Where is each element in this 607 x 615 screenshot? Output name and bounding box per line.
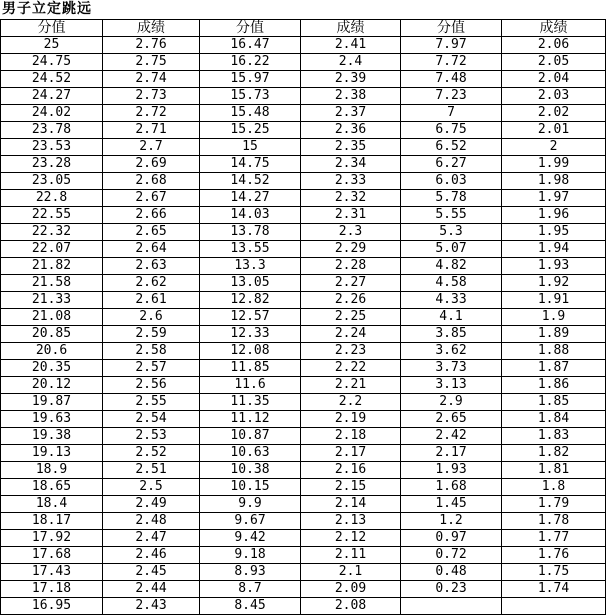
table-cell: 2.3 [301,224,401,241]
table-cell: 2.75 [103,54,200,71]
table-cell: 1.87 [502,360,606,377]
table-cell: 2.48 [103,513,200,530]
table-cell: 9.18 [200,547,301,564]
table-cell: 1.96 [502,207,606,224]
table-cell: 2.25 [301,309,401,326]
table-cell: 12.82 [200,292,301,309]
table-cell: 2.45 [103,564,200,581]
table-cell: 4.1 [401,309,502,326]
table-cell: 3.13 [401,377,502,394]
header-cell: 成绩 [502,20,606,37]
table-cell: 2.46 [103,547,200,564]
table-cell: 25 [1,37,103,54]
table-cell: 1.84 [502,411,606,428]
table-cell: 2.24 [301,326,401,343]
table-cell: 2.44 [103,581,200,598]
table-cell: 2.17 [401,445,502,462]
table-cell: 0.48 [401,564,502,581]
table-cell: 2.15 [301,479,401,496]
table-row [1,258,606,275]
table-cell: 1.98 [502,173,606,190]
table-cell: 2.06 [502,37,606,54]
table-cell: 15.25 [200,122,301,139]
table-cell: 1.95 [502,224,606,241]
table-row [1,241,606,258]
table-cell [502,598,606,615]
header-cell: 分值 [200,20,301,37]
table-cell: 12.57 [200,309,301,326]
table-row [1,224,606,241]
table-cell: 21.82 [1,258,103,275]
table-cell: 2.72 [103,105,200,122]
table-cell: 2.01 [502,122,606,139]
table-cell: 15.97 [200,71,301,88]
table-cell: 2.11 [301,547,401,564]
table-cell: 1.94 [502,241,606,258]
table-cell: 1.68 [401,479,502,496]
table-cell: 11.12 [200,411,301,428]
table-row [1,309,606,326]
table-cell: 1.93 [502,258,606,275]
table-cell: 22.8 [1,190,103,207]
table-cell: 1.89 [502,326,606,343]
table-cell: 22.07 [1,241,103,258]
table-row [1,343,606,360]
table-row [1,581,606,598]
table-row [1,88,606,105]
table-cell: 1.8 [502,479,606,496]
table-row [1,105,606,122]
table-cell: 2.49 [103,496,200,513]
table-cell: 2.67 [103,190,200,207]
table-cell: 16.95 [1,598,103,615]
table-cell: 2.21 [301,377,401,394]
table-cell: 7.48 [401,71,502,88]
table-cell: 1.97 [502,190,606,207]
table-row [1,547,606,564]
table-row [1,326,606,343]
table-cell: 2.33 [301,173,401,190]
table-cell: 3.85 [401,326,502,343]
table-cell: 5.07 [401,241,502,258]
table-cell: 9.42 [200,530,301,547]
table-cell: 2.34 [301,156,401,173]
table-cell: 8.45 [200,598,301,615]
table-cell: 2.7 [103,139,200,156]
table-row [1,173,606,190]
table-cell: 21.08 [1,309,103,326]
table-cell: 2.38 [301,88,401,105]
table-cell: 2.76 [103,37,200,54]
table-cell: 1.79 [502,496,606,513]
table-cell: 7 [401,105,502,122]
table-row [1,598,606,615]
table-row [1,275,606,292]
table-cell: 2.22 [301,360,401,377]
table-cell: 2.43 [103,598,200,615]
table-cell: 12.33 [200,326,301,343]
table-cell: 1.2 [401,513,502,530]
table-cell: 24.27 [1,88,103,105]
table-row [1,428,606,445]
table-cell: 1.86 [502,377,606,394]
table-cell: 2.63 [103,258,200,275]
table-row [1,139,606,156]
table-row [1,71,606,88]
table-cell: 1.88 [502,343,606,360]
table-cell: 10.38 [200,462,301,479]
table-row [1,564,606,581]
table-cell: 2.65 [401,411,502,428]
table-cell: 20.12 [1,377,103,394]
table-row [1,445,606,462]
table-cell: 8.93 [200,564,301,581]
table-cell: 14.52 [200,173,301,190]
table-row [1,37,606,54]
table-cell: 3.73 [401,360,502,377]
table-cell: 2.03 [502,88,606,105]
table-cell: 24.52 [1,71,103,88]
table-cell: 2.58 [103,343,200,360]
table-cell: 2.42 [401,428,502,445]
table-row [1,54,606,71]
table-cell: 2.09 [301,581,401,598]
table-cell: 2.02 [502,105,606,122]
table-cell: 2.74 [103,71,200,88]
table-row [1,496,606,513]
table-cell: 1.45 [401,496,502,513]
table-cell: 13.05 [200,275,301,292]
table-cell: 1.77 [502,530,606,547]
table-cell: 2.19 [301,411,401,428]
table-cell: 14.27 [200,190,301,207]
table-cell: 2 [502,139,606,156]
table-cell: 2.62 [103,275,200,292]
table-cell: 19.87 [1,394,103,411]
table-cell: 17.68 [1,547,103,564]
table-cell: 13.55 [200,241,301,258]
table-cell: 4.33 [401,292,502,309]
table-cell: 2.14 [301,496,401,513]
table-cell: 1.9 [502,309,606,326]
table-cell: 2.5 [103,479,200,496]
table-cell: 9.67 [200,513,301,530]
table-cell: 9.9 [200,496,301,513]
table-cell: 2.65 [103,224,200,241]
table-cell: 12.08 [200,343,301,360]
table-cell: 1.76 [502,547,606,564]
table-cell: 1.74 [502,581,606,598]
table-cell: 2.12 [301,530,401,547]
table-cell: 22.55 [1,207,103,224]
table-row [1,530,606,547]
table-cell: 17.43 [1,564,103,581]
table-cell: 18.65 [1,479,103,496]
table-cell: 2.6 [103,309,200,326]
table-cell: 2.26 [301,292,401,309]
table-cell: 10.63 [200,445,301,462]
table-cell: 10.15 [200,479,301,496]
table-cell: 15.73 [200,88,301,105]
table-row [1,377,606,394]
table-row [1,513,606,530]
table-cell: 2.04 [502,71,606,88]
table-cell: 2.68 [103,173,200,190]
table-cell: 1.92 [502,275,606,292]
table-cell: 2.4 [301,54,401,71]
table-cell: 19.63 [1,411,103,428]
table-cell: 2.66 [103,207,200,224]
table-cell: 6.03 [401,173,502,190]
table-cell: 2.61 [103,292,200,309]
table-cell: 21.58 [1,275,103,292]
table-cell: 1.82 [502,445,606,462]
table-cell: 2.69 [103,156,200,173]
table-cell: 18.9 [1,462,103,479]
table-cell: 2.35 [301,139,401,156]
table-cell: 3.62 [401,343,502,360]
table-cell: 5.3 [401,224,502,241]
sheet-title: 男子立定跳远 [2,1,92,17]
table-row [1,190,606,207]
table-cell: 2.64 [103,241,200,258]
table-cell: 4.82 [401,258,502,275]
table-cell: 11.35 [200,394,301,411]
table-cell: 2.08 [301,598,401,615]
table-cell: 24.02 [1,105,103,122]
table-row [1,122,606,139]
table-cell: 11.6 [200,377,301,394]
table-cell: 23.05 [1,173,103,190]
table-cell: 5.78 [401,190,502,207]
table-cell: 2.16 [301,462,401,479]
table-cell: 1.81 [502,462,606,479]
table-cell: 23.28 [1,156,103,173]
table-row [1,360,606,377]
table-cell: 21.33 [1,292,103,309]
table-cell: 2.31 [301,207,401,224]
table-cell: 1.85 [502,394,606,411]
table-row [1,411,606,428]
table-cell: 15.48 [200,105,301,122]
table-cell: 2.55 [103,394,200,411]
table-cell: 7.72 [401,54,502,71]
table-cell: 18.17 [1,513,103,530]
table-cell: 2.29 [301,241,401,258]
table-cell: 8.7 [200,581,301,598]
table-cell: 20.85 [1,326,103,343]
header-cell: 分值 [1,20,103,37]
table-cell: 0.97 [401,530,502,547]
table-cell: 2.2 [301,394,401,411]
table-row [1,462,606,479]
table-cell: 2.56 [103,377,200,394]
table-cell: 2.37 [301,105,401,122]
table-cell [401,598,502,615]
table-cell: 23.78 [1,122,103,139]
table-cell: 13.3 [200,258,301,275]
table-row [1,479,606,496]
table-cell: 2.17 [301,445,401,462]
score-table [0,19,606,615]
table-cell: 16.22 [200,54,301,71]
table-cell: 20.6 [1,343,103,360]
table-row [1,292,606,309]
table-cell: 15 [200,139,301,156]
table-body [1,20,606,615]
table-cell: 20.35 [1,360,103,377]
table-cell: 16.47 [200,37,301,54]
table-cell: 5.55 [401,207,502,224]
table-cell: 2.32 [301,190,401,207]
table-cell: 7.97 [401,37,502,54]
table-cell: 2.18 [301,428,401,445]
table-cell: 19.13 [1,445,103,462]
table-cell: 11.85 [200,360,301,377]
table-cell: 23.53 [1,139,103,156]
table-row [1,156,606,173]
table-cell: 24.75 [1,54,103,71]
table-cell: 14.03 [200,207,301,224]
header-row [1,20,606,37]
table-cell: 17.92 [1,530,103,547]
table-cell: 6.52 [401,139,502,156]
table-cell: 22.32 [1,224,103,241]
table-cell: 2.36 [301,122,401,139]
table-cell: 2.1 [301,564,401,581]
table-cell: 2.13 [301,513,401,530]
table-cell: 2.05 [502,54,606,71]
table-cell: 2.57 [103,360,200,377]
table-cell: 10.87 [200,428,301,445]
header-cell: 分值 [401,20,502,37]
table-cell: 2.53 [103,428,200,445]
table-cell: 0.23 [401,581,502,598]
table-cell: 6.27 [401,156,502,173]
table-cell: 2.27 [301,275,401,292]
table-cell: 2.47 [103,530,200,547]
table-cell: 2.23 [301,343,401,360]
table-cell: 4.58 [401,275,502,292]
header-cell: 成绩 [301,20,401,37]
table-cell: 19.38 [1,428,103,445]
table-cell: 2.71 [103,122,200,139]
table-cell: 2.51 [103,462,200,479]
table-cell: 2.41 [301,37,401,54]
table-cell: 18.4 [1,496,103,513]
table-cell: 2.54 [103,411,200,428]
table-cell: 17.18 [1,581,103,598]
table-cell: 1.93 [401,462,502,479]
table-cell: 2.73 [103,88,200,105]
table-row [1,207,606,224]
table-cell: 6.75 [401,122,502,139]
header-cell: 成绩 [103,20,200,37]
table-row [1,394,606,411]
table-cell: 13.78 [200,224,301,241]
table-cell: 7.23 [401,88,502,105]
table-cell: 1.99 [502,156,606,173]
table-cell: 14.75 [200,156,301,173]
table-cell: 1.83 [502,428,606,445]
table-cell: 1.78 [502,513,606,530]
table-cell: 1.91 [502,292,606,309]
table-cell: 0.72 [401,547,502,564]
table-cell: 2.39 [301,71,401,88]
table-cell: 1.75 [502,564,606,581]
table-cell: 2.59 [103,326,200,343]
table-cell: 2.28 [301,258,401,275]
table-cell: 2.52 [103,445,200,462]
table-cell: 2.9 [401,394,502,411]
